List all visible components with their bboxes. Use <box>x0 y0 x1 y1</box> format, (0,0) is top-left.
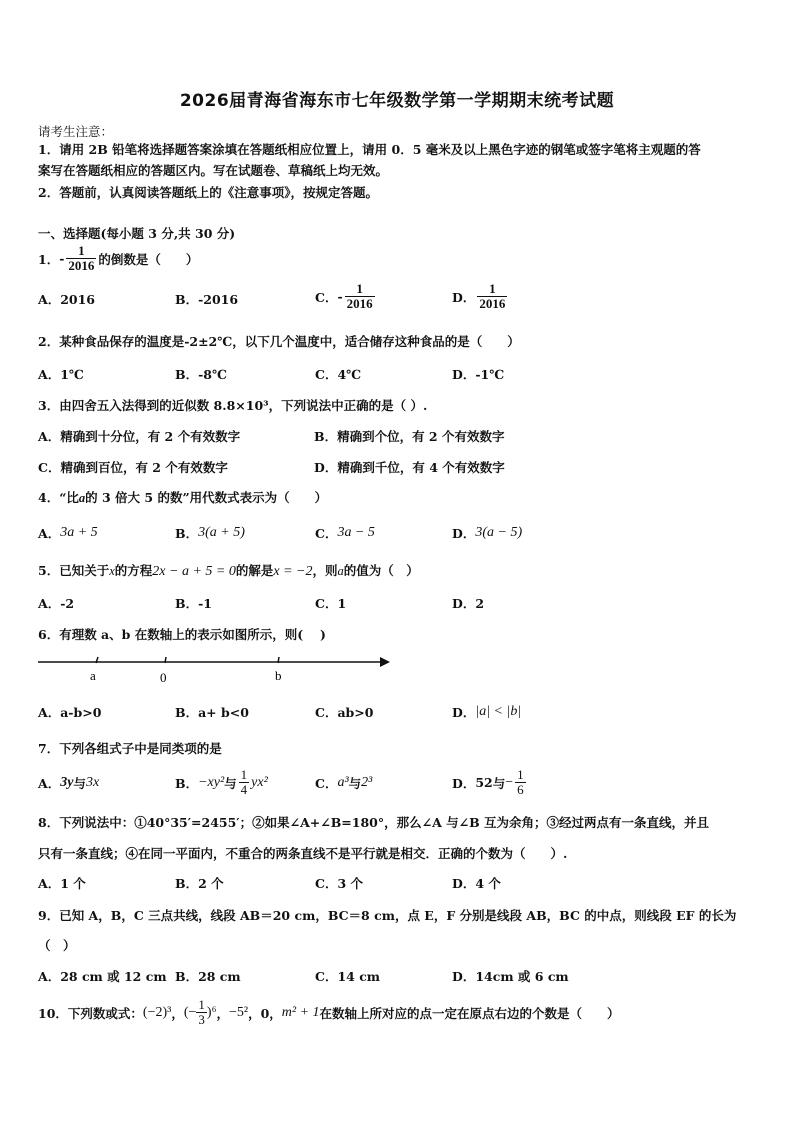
q5-p3: 的解是 <box>235 563 274 578</box>
question-3: 3．由四舍五入法得到的近似数 8.8×10³，下列说法中正确的是（ ）. <box>38 398 428 413</box>
q1-minus: - <box>59 251 65 266</box>
notice-item-2: 2．答题前，认真阅读答题纸上的《注意事项》，按规定答题。 <box>38 185 378 200</box>
notice-item-1a: 1．请用 2B 铅笔将选择题答案涂填在答题纸相应位置上，请用 0．5 毫米及以上黑色字迹的钢笔或签字笔将主观题的答 <box>38 142 701 157</box>
q6-d-label: D． <box>452 705 476 720</box>
q5-option-b[interactable]: B．-1 <box>175 596 212 611</box>
q1-c-label: C． <box>315 289 338 305</box>
q7-option-a[interactable] <box>38 774 99 792</box>
q4-c-label: C． <box>315 526 338 541</box>
number-line-arrow <box>380 657 390 667</box>
q7-d-den: 6 <box>517 782 524 797</box>
q6-options <box>38 703 758 731</box>
question-10 <box>38 998 620 1027</box>
q7-a-m1: 3y <box>60 775 74 790</box>
q7-b-den: 4 <box>240 782 248 797</box>
q1-d-den: 2016 <box>479 296 506 311</box>
q5-p4: ，则 <box>312 563 338 578</box>
notice-item-1b: 案写在答题纸相应的答题区内。写在试题卷、草稿纸上均无效。 <box>38 163 389 178</box>
q6-option-c[interactable]: C．ab>0 <box>315 705 374 720</box>
q7-d-num: 1 <box>517 767 524 782</box>
q10-e2-close: )⁶ <box>206 1004 217 1020</box>
question-2: 2．某种食品保存的温度是-2±2℃，以下几个温度中，适合储存这种食品的是（ ） <box>38 334 520 349</box>
q7-a-m2: 3x <box>85 775 100 790</box>
q10-p1: 10．下列数或式： <box>38 1005 143 1021</box>
q4-stem-post: 的 3 倍大 5 的数”用代数式表示为（ ） <box>85 490 328 505</box>
q1-c-num: 1 <box>356 281 363 296</box>
number-line-figure <box>38 650 398 690</box>
q10-sep2: ， <box>216 1005 229 1021</box>
q1-c-fraction <box>345 282 375 311</box>
q7-d-minus: − <box>505 774 514 790</box>
q9-options <box>38 967 758 995</box>
q4-stem-pre: 4．“比 <box>38 490 79 505</box>
q10-p2: 在数轴上所对应的点一定在原点右边的个数是（ ） <box>319 1005 620 1021</box>
q8-option-a[interactable]: A．1 个 <box>38 876 86 891</box>
q5-solution: x = −2 <box>273 564 313 579</box>
notice-heading: 请考生注意： <box>38 124 114 139</box>
q4-c-expr: 3a − 5 <box>337 525 375 540</box>
q5-a-var: a <box>337 564 344 578</box>
q5-option-a[interactable]: A．-2 <box>38 596 75 611</box>
q5-options <box>38 594 758 622</box>
q7-options <box>38 768 758 804</box>
q3-option-b[interactable]: B．精确到个位，有 2 个有效数字 <box>314 429 505 444</box>
label-zero: 0 <box>160 670 167 685</box>
q3-option-d[interactable]: D．精确到千位，有 4 个有效数字 <box>314 460 505 475</box>
q1-stem: 的倒数是（ ） <box>98 251 199 267</box>
q6-option-d[interactable] <box>452 703 521 721</box>
q1-options <box>38 281 758 318</box>
q1-d-fraction <box>477 282 507 311</box>
q4-option-c[interactable] <box>315 524 375 542</box>
q7-d-with: 与 <box>492 775 506 791</box>
q9-option-a[interactable]: A．28 cm 或 12 cm <box>38 969 167 984</box>
q10-e4: m² + 1 <box>281 1004 320 1020</box>
tick-b <box>278 657 279 663</box>
q3-option-c[interactable]: C．精确到百位，有 2 个有效数字 <box>38 460 228 475</box>
q1-option-d[interactable] <box>452 282 509 311</box>
q8-option-b[interactable]: B．2 个 <box>175 876 224 891</box>
question-9-line-2: （ ） <box>38 938 76 953</box>
q1-d-num: 1 <box>489 281 496 296</box>
q7-option-c[interactable] <box>315 774 372 792</box>
q7-c-label: C． <box>315 776 338 791</box>
q5-p1: 5．已知关于 <box>38 563 110 578</box>
question-8-line-2: 只有一条直线；④在同一平面内，不重合的两条直线不是平行就是相交．正确的个数为（ ）. <box>38 846 568 861</box>
question-7: 7．下列各组式子中是同类项的是 <box>38 741 222 756</box>
q4-d-label: D． <box>452 526 476 541</box>
q1-c-minus: - <box>337 289 343 304</box>
q9-option-d[interactable]: D．14cm 或 6 cm <box>452 969 569 984</box>
q10-sep3: ，0， <box>248 1005 282 1021</box>
q7-b-fraction <box>239 768 250 797</box>
q4-a-label: A． <box>38 526 61 541</box>
q2-option-a[interactable]: A．1℃ <box>38 367 84 382</box>
question-4 <box>38 488 327 506</box>
q7-c-m2: 2³ <box>361 775 373 790</box>
q3-options-row1 <box>38 427 758 455</box>
q7-c-with: 与 <box>348 776 362 791</box>
tick-zero <box>165 657 166 663</box>
q1-d-label: D． <box>452 289 476 305</box>
q2-option-b[interactable]: B．-8℃ <box>175 367 227 382</box>
question-8-line-1: 8．下列说法中：①40°35′=2455′；②如果∠A+∠B=180°，那么∠A 与∠B 互为余角；③经过两点有一条直线，并且 <box>38 815 710 830</box>
label-a: a <box>90 668 96 683</box>
q6-option-a[interactable]: A．a-b>0 <box>38 705 102 720</box>
q1-number: 1． <box>38 251 60 267</box>
q7-option-b[interactable] <box>175 768 268 797</box>
q7-c-m1: a³ <box>337 775 349 790</box>
q7-b-m2: yx² <box>251 774 268 790</box>
q1-option-a[interactable]: A．2016 <box>38 292 95 307</box>
q7-a-with: 与 <box>73 776 86 791</box>
q4-a-expr: 3a + 5 <box>60 525 98 540</box>
q6-d-expr: |a| < |b| <box>475 704 522 719</box>
q7-b-label: B． <box>175 775 199 791</box>
q8-option-d[interactable]: D．4 个 <box>452 876 501 891</box>
q4-b-label: B． <box>175 526 199 541</box>
label-b: b <box>275 668 282 683</box>
q5-x: x <box>109 564 115 578</box>
q1-c-den: 2016 <box>346 296 373 311</box>
q7-b-with: 与 <box>224 775 237 791</box>
q4-option-b[interactable] <box>175 524 245 542</box>
q3-option-a[interactable]: A．精确到十分位，有 2 个有效数字 <box>38 429 241 444</box>
q7-d-m1: 52 <box>475 775 493 790</box>
q10-e2-den: 3 <box>198 1012 205 1027</box>
q7-b-m1: −xy² <box>198 774 225 790</box>
q9-option-c[interactable]: C．14 cm <box>315 969 381 984</box>
q5-p5: 的值为（ ） <box>343 563 419 578</box>
q4-b-expr: 3(a + 5) <box>198 525 245 540</box>
question-5 <box>38 561 419 580</box>
q10-e3: −5² <box>228 1004 249 1020</box>
q4-option-a[interactable] <box>38 524 98 542</box>
page-title: 2026届青海省海东市七年级数学第一学期期末统考试题 <box>179 91 615 111</box>
q7-b-num: 1 <box>240 767 248 782</box>
q3-options-row2 <box>38 458 758 486</box>
q1-option-c[interactable] <box>315 282 377 311</box>
section-heading: 一、选择题(每小题 3 分,共 30 分) <box>38 226 236 241</box>
q4-option-d[interactable] <box>452 524 522 542</box>
q7-a-label: A． <box>38 776 61 791</box>
q7-d-label: D． <box>452 775 476 791</box>
q10-sep1: ， <box>171 1005 184 1021</box>
q2-options <box>38 365 758 393</box>
question-9-line-1: 9．已知 A，B，C 三点共线，线段 AB＝20 cm，BC＝8 cm，点 E，F 分别是线段 AB，BC 的中点，则线段 EF 的长为 <box>38 908 737 923</box>
q4-options <box>38 524 758 552</box>
q4-d-expr: 3(a − 5) <box>475 525 523 540</box>
q7-option-d[interactable] <box>452 768 528 797</box>
q2-option-d[interactable]: D．-1℃ <box>452 367 505 382</box>
q5-p2: 的方程 <box>114 563 153 578</box>
q8-options <box>38 874 758 902</box>
q6-option-b[interactable]: B．a+ b<0 <box>175 705 249 720</box>
q1-frac-num: 1 <box>78 243 85 258</box>
q4-var-a: a <box>78 491 86 505</box>
q1-option-b[interactable]: B．-2016 <box>175 292 239 307</box>
q10-e2-num: 1 <box>198 997 205 1012</box>
q5-option-c[interactable]: C．1 <box>315 596 347 611</box>
q8-option-c[interactable]: C．3 个 <box>315 876 363 891</box>
question-6: 6．有理数 a、b 在数轴上的表示如图所示，则( ) <box>38 627 326 642</box>
q10-e2-fraction <box>196 998 207 1027</box>
q1-fraction <box>66 244 96 273</box>
question-1 <box>38 244 198 273</box>
q1-frac-den: 2016 <box>68 258 95 273</box>
q5-option-d[interactable]: D．2 <box>452 596 485 611</box>
q10-e2-open: (− <box>183 1004 197 1020</box>
q10-e1: (−2)³ <box>142 1004 172 1020</box>
q7-d-fraction <box>515 768 526 797</box>
q9-option-b[interactable]: B．28 cm <box>175 969 241 984</box>
q2-option-c[interactable]: C．4℃ <box>315 367 362 382</box>
q5-equation: 2x − a + 5 = 0 <box>152 564 236 579</box>
